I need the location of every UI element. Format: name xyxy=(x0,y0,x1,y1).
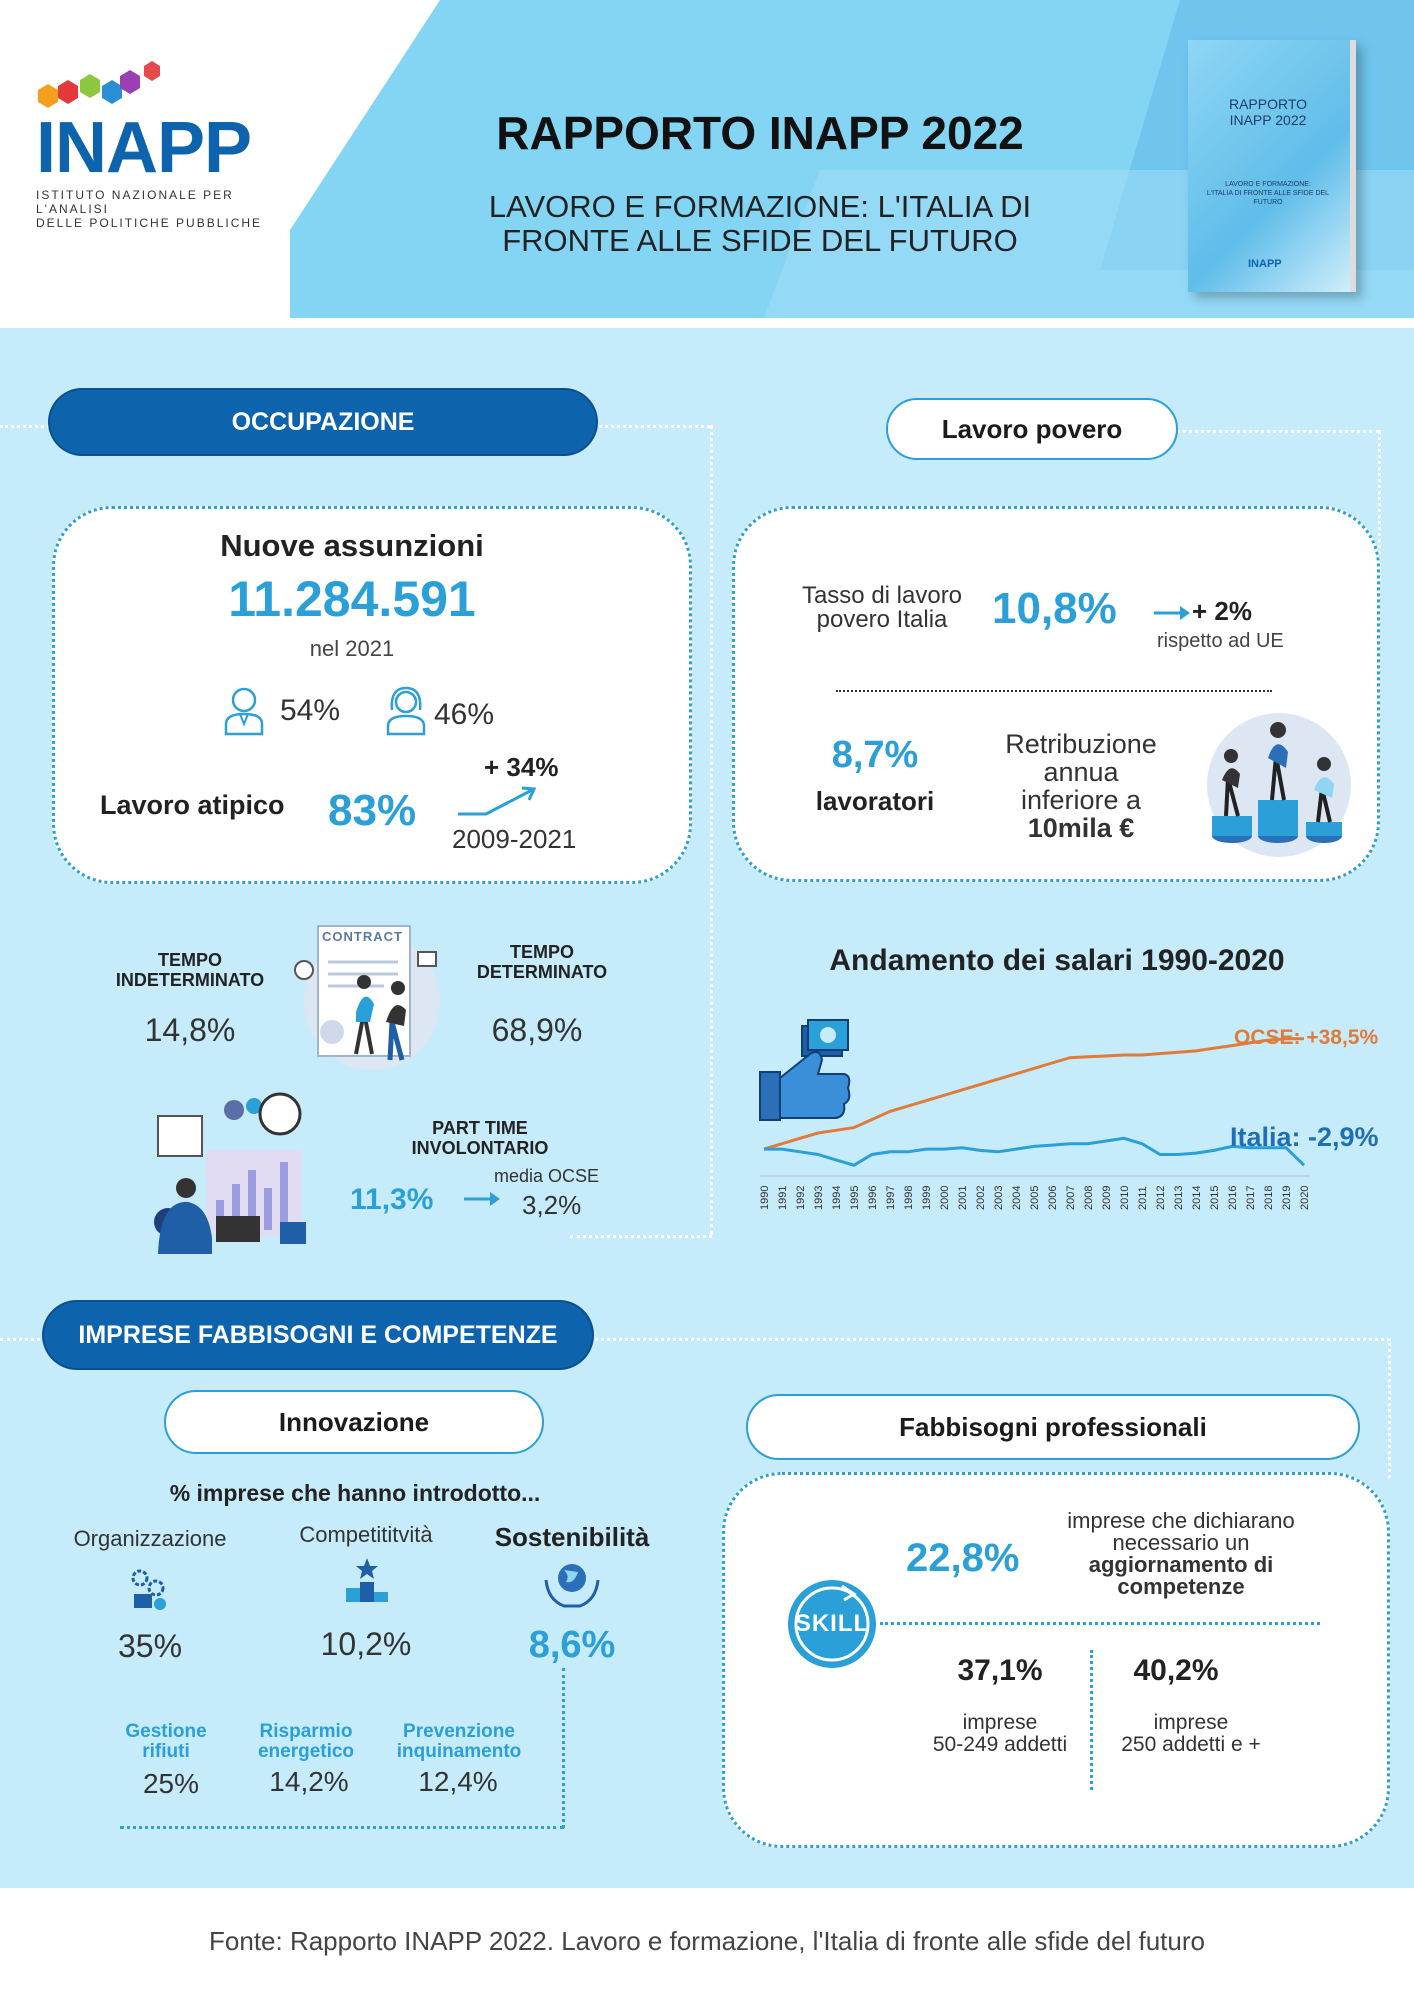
determinato-label-line2: DETERMINATO xyxy=(476,962,608,982)
determinato-label xyxy=(452,942,632,982)
chart-x-tick-label: 2007 xyxy=(1065,1185,1077,1210)
book-subtitle xyxy=(1198,180,1338,207)
ocse-value: 3,2% xyxy=(522,1190,582,1220)
logo-subtitle xyxy=(36,188,296,230)
risparmio-label-line2: energetico xyxy=(257,1741,355,1762)
chart-x-tick-label: 2008 xyxy=(1083,1185,1095,1210)
chart-x-tick-labels xyxy=(759,1186,1311,1210)
chart-x-tick-label: 2009 xyxy=(1101,1185,1113,1210)
book-logo: INAPP xyxy=(1248,258,1282,270)
book-title-line2: INAPP 2022 xyxy=(1229,112,1307,128)
chart-x-tick-label: 2017 xyxy=(1245,1185,1257,1210)
fabbisogni-desc-line3: aggiornamento di xyxy=(1088,1552,1274,1577)
tasso-label-line1: Tasso di lavoro xyxy=(801,582,963,609)
organizzazione-value: 35% xyxy=(117,1628,183,1664)
fabbisogni-mid-value: 37,1% xyxy=(957,1654,1043,1687)
chart-x-tick-label: 1997 xyxy=(885,1185,897,1210)
indeterminato-label-line1: TEMPO xyxy=(157,950,222,970)
chart-x-tick-label: 1992 xyxy=(795,1185,807,1210)
arrow-right-icon xyxy=(1152,602,1194,624)
sostenibilita-label: Sostenibilità xyxy=(494,1522,650,1552)
retribuzione-line2: annua xyxy=(1043,757,1119,787)
chart-x-tick-label: 1993 xyxy=(813,1185,825,1210)
fabbisogni-mid-line2: 50-249 addetti xyxy=(932,1733,1068,1756)
section-lavoro-povero-label: Lavoro povero xyxy=(886,398,1178,460)
rifiuti-label-line2: rifiuti xyxy=(142,1741,190,1762)
logo-text: INAPP xyxy=(36,108,252,188)
competitivita-label: Competititvità xyxy=(299,1522,433,1547)
prevenzione-label-line1: Prevenzione xyxy=(403,1721,515,1742)
money-thumb-icon xyxy=(760,1020,849,1120)
page-subtitle-line1: LAVORO E FORMAZIONE: L'ITALIA DI xyxy=(488,189,1032,224)
risparmio-label-line1: Risparmio xyxy=(259,1721,353,1742)
logo-subtitle-line2: DELLE POLITICHE PUBBLICHE xyxy=(36,216,263,230)
retribuzione-line3: inferiore a xyxy=(1020,785,1142,815)
female-icon xyxy=(384,684,428,736)
atipico-change: + 34% xyxy=(484,752,559,782)
indeterminato-label xyxy=(100,950,280,990)
prevenzione-label xyxy=(384,1722,534,1762)
atipico-value: 83% xyxy=(328,786,417,835)
retribuzione-line4: 10mila € xyxy=(1027,813,1135,843)
fabbisogni-desc-line1: imprese che dichiarano xyxy=(1067,1508,1295,1533)
prevenzione-label-line2: inquinamento xyxy=(396,1741,522,1762)
chart-x-tick-label: 2020 xyxy=(1299,1185,1311,1210)
contract-label: CONTRACT xyxy=(322,929,403,944)
series-label-ocse: OCSE: +38,5% xyxy=(1234,1026,1379,1049)
book-title-line1: RAPPORTO xyxy=(1228,96,1308,112)
atipico-label: Lavoro atipico xyxy=(100,790,285,820)
series-label-italia: Italia: -2,9% xyxy=(1230,1122,1379,1152)
tasso-label xyxy=(782,584,982,632)
people-on-coins-illustration xyxy=(1204,710,1354,860)
chart-x-tick-label: 2003 xyxy=(993,1185,1005,1210)
logo-cubes-icon xyxy=(30,60,170,108)
indeterminato-value: 14,8% xyxy=(144,1012,236,1048)
chart-series-line-1 xyxy=(764,1138,1304,1165)
tasso-change: + 2% xyxy=(1192,596,1252,626)
footer-source: Fonte: Rapporto INAPP 2022. Lavoro e formazione, l'Italia di fronte alle sfide del futuro xyxy=(209,1926,1205,1956)
organization-gears-icon xyxy=(126,1564,170,1612)
trend-up-arrow-icon xyxy=(456,784,540,818)
fabbisogni-label: Fabbisogni professionali xyxy=(746,1394,1360,1460)
divider-line xyxy=(562,1668,565,1828)
parttime-value: 11,3% xyxy=(350,1183,434,1216)
retribuzione-line1: Retribuzione xyxy=(1005,729,1157,759)
chart-x-tick-label: 1995 xyxy=(849,1185,861,1210)
determinato-value: 68,9% xyxy=(491,1012,583,1048)
fabbisogni-big-label xyxy=(1106,1712,1276,1756)
section-occupazione-label: OCCUPAZIONE xyxy=(50,390,596,454)
logo-subtitle-line1: ISTITUTO NAZIONALE PER L'ANALISI xyxy=(36,188,234,216)
page-title: RAPPORTO INAPP 2022 xyxy=(496,107,1024,159)
section-imprese-label: IMPRESE FABBISOGNI E COMPETENZE xyxy=(44,1302,592,1368)
chart-x-tick-label: 1994 xyxy=(831,1185,843,1210)
book-subtitle-line2: L'ITALIA DI FRONTE ALLE SFIDE DEL FUTURO xyxy=(1206,190,1330,206)
chart-x-tick-label: 2014 xyxy=(1191,1185,1203,1210)
fabbisogni-desc xyxy=(1036,1510,1326,1598)
fabbisogni-mid-line1: imprese xyxy=(962,1711,1038,1734)
tasso-value: 10,8% xyxy=(992,584,1117,633)
chart-x-tick-label: 1996 xyxy=(867,1185,879,1210)
chart-x-tick-label: 2005 xyxy=(1029,1185,1041,1210)
fabbisogni-mid-label xyxy=(900,1712,1100,1756)
assunzioni-year: nel 2021 xyxy=(309,636,395,661)
divider-line xyxy=(1388,1338,1391,1478)
book-title xyxy=(1208,96,1328,128)
chart-x-tick-label: 2000 xyxy=(939,1185,951,1210)
fabbisogni-big-value: 40,2% xyxy=(1133,1654,1219,1687)
organizzazione-label: Organizzazione xyxy=(73,1526,227,1551)
chart-x-tick-label: 2011 xyxy=(1137,1186,1149,1210)
assunzioni-title: Nuove assunzioni xyxy=(220,528,484,563)
rifiuti-value: 25% xyxy=(142,1768,200,1799)
lavoratori-value: 8,7% xyxy=(831,734,919,776)
divider-line xyxy=(1170,430,1380,433)
contract-handshake-illustration xyxy=(294,922,444,1072)
risparmio-value: 14,2% xyxy=(269,1766,349,1797)
chart-x-tick-label: 2018 xyxy=(1263,1185,1275,1210)
parttime-label-line1: PART TIME xyxy=(432,1118,528,1138)
chart-x-tick-label: 2015 xyxy=(1209,1185,1221,1210)
atipico-period: 2009-2021 xyxy=(452,824,577,854)
prevenzione-value: 12,4% xyxy=(418,1766,498,1797)
podium-icon xyxy=(344,1556,390,1604)
rifiuti-label xyxy=(106,1722,226,1762)
parttime-label-line2: INVOLONTARIO xyxy=(411,1138,549,1158)
fabbisogni-desc-line4: competenze xyxy=(1117,1574,1245,1599)
chart-x-tick-label: 2012 xyxy=(1155,1185,1167,1210)
hands-globe-icon xyxy=(544,1560,600,1612)
chart-x-tick-label: 2013 xyxy=(1173,1185,1185,1210)
divider-line xyxy=(880,1622,1320,1625)
page-subtitle-line2: FRONTE ALLE SFIDE DEL FUTURO xyxy=(502,223,1018,258)
arrow-right-icon xyxy=(462,1188,502,1210)
fabbisogni-big-line2: 250 addetti e + xyxy=(1121,1733,1261,1756)
divider-line xyxy=(120,1826,564,1829)
fabbisogni-big-line1: imprese xyxy=(1153,1711,1229,1734)
tasso-ref: rispetto ad UE xyxy=(1157,630,1284,652)
inapp-logo xyxy=(30,60,270,230)
male-pct: 54% xyxy=(280,694,341,727)
determinato-label-line1: TEMPO xyxy=(509,942,574,962)
chart-x-tick-label: 2019 xyxy=(1281,1185,1293,1210)
chart-x-tick-label: 2004 xyxy=(1011,1185,1023,1210)
lavoratori-label: lavoratori xyxy=(815,786,935,816)
chart-x-tick-label: 2002 xyxy=(975,1185,987,1210)
assunzioni-value: 11.284.591 xyxy=(228,571,476,627)
female-pct: 46% xyxy=(434,698,495,731)
worker-laptop-illustration xyxy=(146,1088,314,1254)
retribuzione-label xyxy=(986,730,1176,842)
parttime-label xyxy=(390,1118,570,1158)
report-cover-image xyxy=(1188,40,1356,292)
chart-x-tick-label: 2010 xyxy=(1119,1185,1131,1210)
skill-label: SKILL xyxy=(794,1610,870,1637)
chart-x-tick-label: 1998 xyxy=(903,1185,915,1210)
divider-line xyxy=(570,1235,712,1238)
book-subtitle-line1: LAVORO E FORMAZIONE: xyxy=(1225,181,1311,188)
indeterminato-label-line2: INDETERMINATO xyxy=(115,970,265,990)
chart-x-tick-label: 1999 xyxy=(921,1185,933,1210)
divider-line xyxy=(710,425,713,1235)
risparmio-label xyxy=(246,1722,366,1762)
fabbisogni-value: 22,8% xyxy=(906,1536,1020,1580)
chart-x-tick-label: 2001 xyxy=(957,1185,969,1210)
rifiuti-label-line1: Gestione xyxy=(125,1721,207,1742)
sostenibilita-value: 8,6% xyxy=(528,1624,616,1666)
chart-title: Andamento dei salari 1990-2020 xyxy=(829,944,1285,977)
tasso-label-line2: povero Italia xyxy=(816,606,948,633)
male-icon xyxy=(222,684,266,736)
chart-x-tick-label: 1990 xyxy=(759,1185,771,1210)
ocse-label: media OCSE xyxy=(494,1166,600,1186)
fabbisogni-desc-line2: necessario un xyxy=(1112,1530,1250,1555)
chart-x-tick-label: 2016 xyxy=(1227,1185,1239,1210)
competitivita-value: 10,2% xyxy=(320,1626,412,1662)
innovazione-intro: % imprese che hanno introdotto... xyxy=(169,1480,541,1506)
chart-x-tick-label: 2006 xyxy=(1047,1185,1059,1210)
innovazione-label: Innovazione xyxy=(164,1390,544,1454)
page-subtitle xyxy=(420,190,1100,258)
chart-x-tick-label: 1991 xyxy=(777,1185,789,1210)
divider-line xyxy=(836,690,1272,692)
